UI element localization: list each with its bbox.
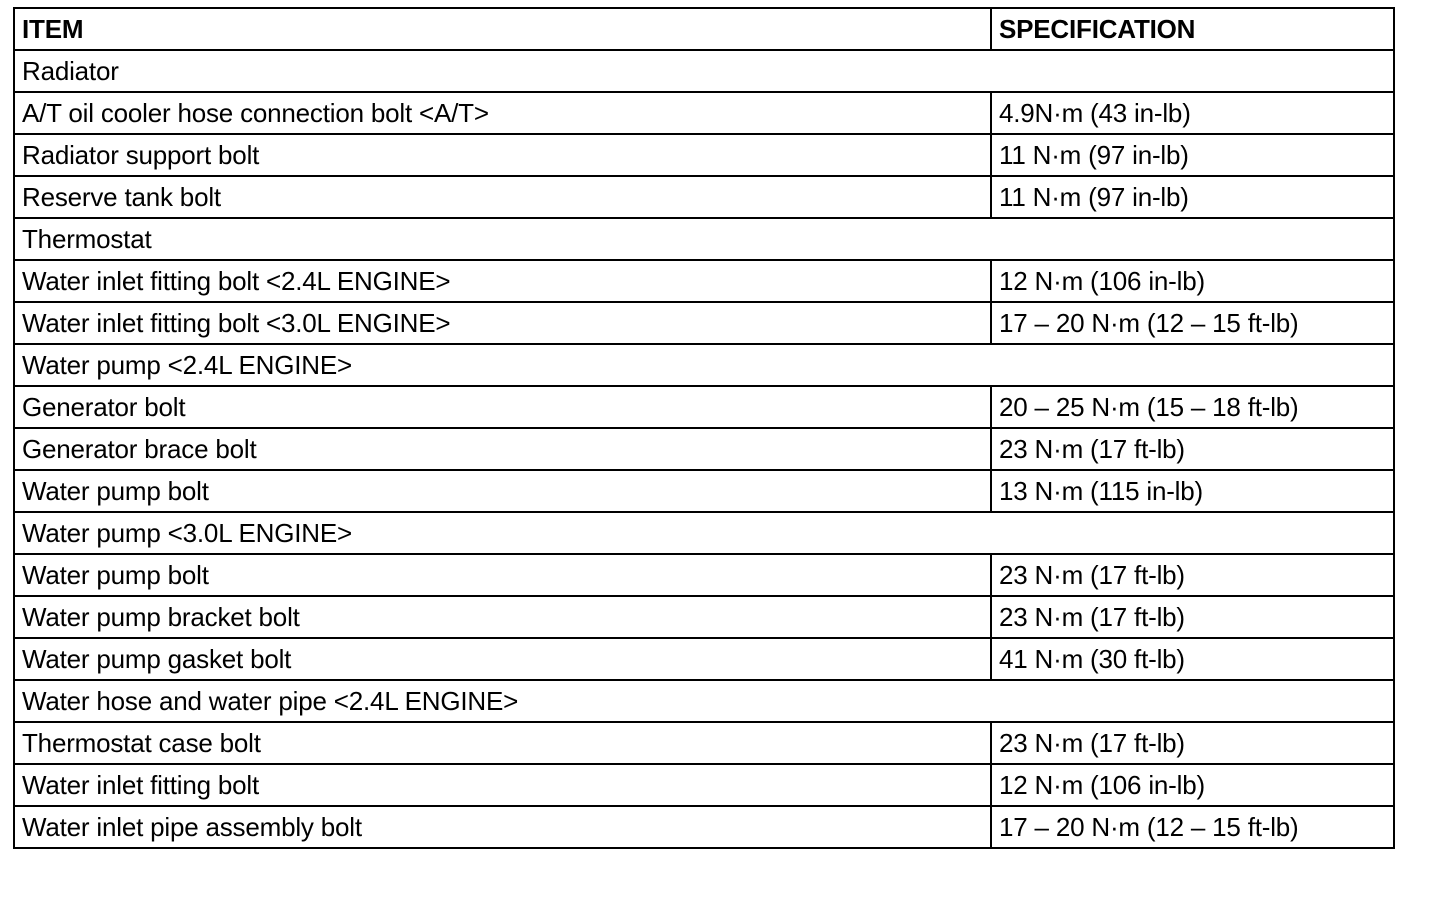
section-title: Radiator [14, 50, 1394, 92]
item-cell: Water pump bolt [14, 554, 991, 596]
table-row [14, 386, 1394, 428]
item-cell: Water pump bracket bolt [14, 596, 991, 638]
specification-cell: 11 N·m (97 in-lb) [991, 134, 1394, 176]
table-section-row [14, 50, 1394, 92]
table-row [14, 764, 1394, 806]
item-cell: Radiator support bolt [14, 134, 991, 176]
header-item: ITEM [14, 8, 991, 50]
item-cell: Generator bolt [14, 386, 991, 428]
specification-cell: 4.9N·m (43 in-lb) [991, 92, 1394, 134]
specification-cell: 23 N·m (17 ft-lb) [991, 428, 1394, 470]
item-cell: Water inlet fitting bolt <2.4L ENGINE> [14, 260, 991, 302]
specification-cell: 11 N·m (97 in-lb) [991, 176, 1394, 218]
table-row [14, 470, 1394, 512]
specification-table [13, 7, 1395, 849]
item-cell: Water pump bolt [14, 470, 991, 512]
specification-cell: 23 N·m (17 ft-lb) [991, 554, 1394, 596]
table-header-row [14, 8, 1394, 50]
section-title: Water pump <3.0L ENGINE> [14, 512, 1394, 554]
table-row [14, 722, 1394, 764]
header-specification: SPECIFICATION [991, 8, 1394, 50]
table-section-row [14, 680, 1394, 722]
table-row [14, 596, 1394, 638]
item-cell: Water inlet pipe assembly bolt [14, 806, 991, 848]
table-body [14, 50, 1394, 848]
table-row [14, 176, 1394, 218]
table-row [14, 134, 1394, 176]
specification-cell: 20 – 25 N·m (15 – 18 ft-lb) [991, 386, 1394, 428]
specification-cell: 41 N·m (30 ft-lb) [991, 638, 1394, 680]
table-section-row [14, 344, 1394, 386]
specification-cell: 13 N·m (115 in-lb) [991, 470, 1394, 512]
table-section-row [14, 512, 1394, 554]
section-title: Water pump <2.4L ENGINE> [14, 344, 1394, 386]
section-title: Water hose and water pipe <2.4L ENGINE> [14, 680, 1394, 722]
table-row [14, 806, 1394, 848]
section-title: Thermostat [14, 218, 1394, 260]
specification-cell: 17 – 20 N·m (12 – 15 ft-lb) [991, 302, 1394, 344]
item-cell: Reserve tank bolt [14, 176, 991, 218]
specification-cell: 23 N·m (17 ft-lb) [991, 596, 1394, 638]
table-section-row [14, 218, 1394, 260]
table-row [14, 638, 1394, 680]
specification-cell: 23 N·m (17 ft-lb) [991, 722, 1394, 764]
table-row [14, 260, 1394, 302]
table-row [14, 554, 1394, 596]
item-cell: Water pump gasket bolt [14, 638, 991, 680]
table-row [14, 302, 1394, 344]
specification-cell: 12 N·m (106 in-lb) [991, 260, 1394, 302]
item-cell: Generator brace bolt [14, 428, 991, 470]
item-cell: A/T oil cooler hose connection bolt <A/T> [14, 92, 991, 134]
table-row [14, 92, 1394, 134]
item-cell: Water inlet fitting bolt <3.0L ENGINE> [14, 302, 991, 344]
item-cell: Thermostat case bolt [14, 722, 991, 764]
item-cell: Water inlet fitting bolt [14, 764, 991, 806]
specification-cell: 12 N·m (106 in-lb) [991, 764, 1394, 806]
specification-cell: 17 – 20 N·m (12 – 15 ft-lb) [991, 806, 1394, 848]
table-row [14, 428, 1394, 470]
